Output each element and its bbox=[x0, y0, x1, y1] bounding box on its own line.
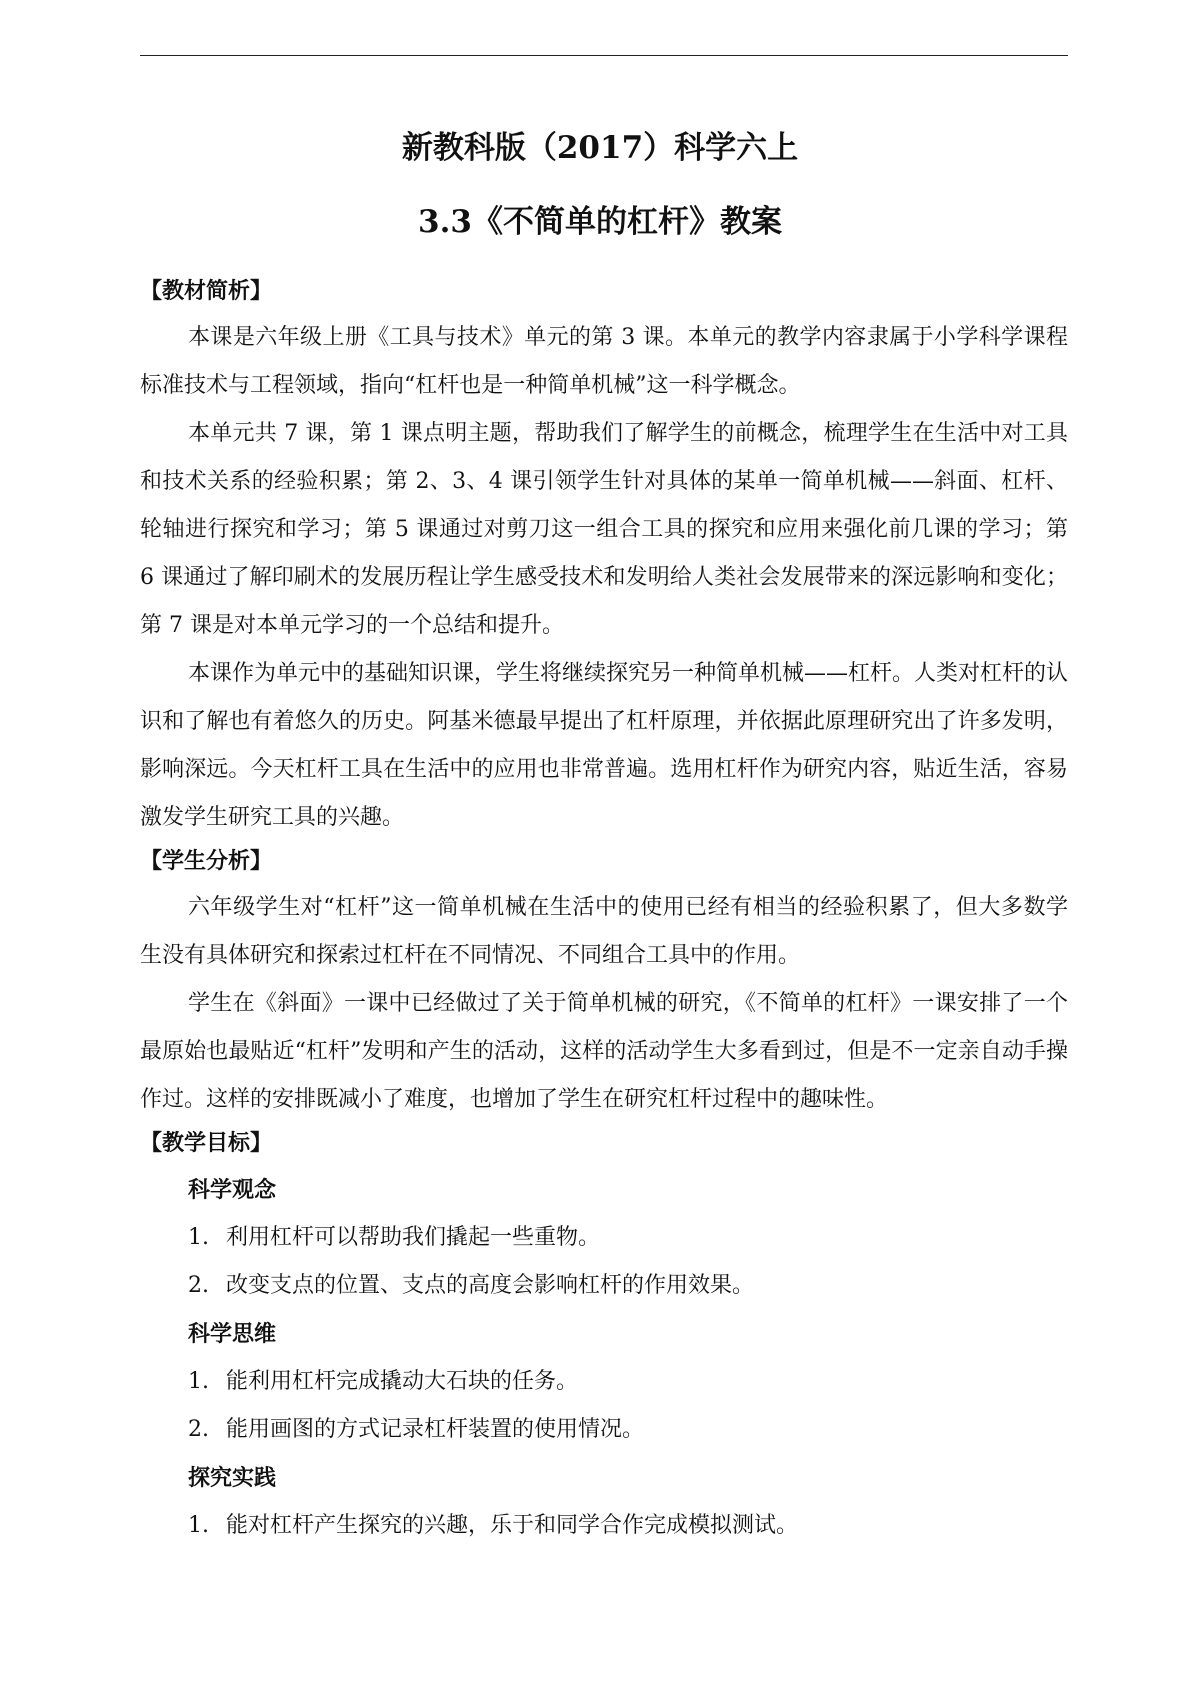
section-heading-analysis: 【教材简析】 bbox=[140, 278, 273, 304]
students-paragraph-2: 学生在《斜面》一课中已经做过了关于简单机械的研究，《不简单的杠杆》一课安排了一个最原始也最贴近“杠杆”发明和产生的活动，这样的活动学生大多看到过，但是不一定亲自动手操作过。这样的安排既减小了难度，也增加了学生在研究杠杆过程中的趣味性。 bbox=[140, 991, 1068, 1112]
goal-item-number: 1. bbox=[188, 1513, 209, 1538]
goal-item bbox=[140, 1262, 1068, 1310]
goal-item-text: 利用杠杆可以帮助我们撬起一些重物。 bbox=[226, 1225, 601, 1250]
section-heading-students: 【学生分析】 bbox=[140, 848, 273, 874]
goal-item bbox=[140, 1502, 1068, 1550]
goal-item-text: 能用画图的方式记录杠杆装置的使用情况。 bbox=[226, 1417, 645, 1442]
analysis-paragraph-2: 本单元共 7 课，第 1 课点明主题，帮助我们了解学生的前概念，梳理学生在生活中对工具和技术关系的经验积累；第 2、3、4 课引领学生针对具体的某单一简单机械——斜面、杠杆、轮轴进行探究和学习；第 5 课通过对剪刀这一组合工具的探究和应用来强化前几课的学习；第 6 课通过了解印刷术的发展历程让学生感受技术和发明给人类社会发展带来的深远影响和变化；第 7 课是对本单元学习的一个总结和提升。 bbox=[140, 421, 1068, 638]
goal-item-number: 1. bbox=[188, 1225, 209, 1250]
goal-item bbox=[140, 1406, 1068, 1454]
goal-subheading-thinking: 科学思维 bbox=[188, 1321, 277, 1347]
goal-item-number: 1. bbox=[188, 1369, 209, 1394]
goal-subheading-practice: 探究实践 bbox=[188, 1465, 277, 1491]
section-heading-goals: 【教学目标】 bbox=[140, 1130, 273, 1156]
document-title: 新教科版（2017）科学六上 bbox=[401, 130, 799, 166]
goal-item bbox=[140, 1214, 1068, 1262]
students-paragraph-1: 六年级学生对“杠杆”这一简单机械在生活中的使用已经有相当的经验积累了，但大多数学生没有具体研究和探索过杠杆在不同情况、不同组合工具中的作用。 bbox=[140, 895, 1068, 968]
goal-item-number: 2. bbox=[188, 1417, 209, 1442]
goal-item-text: 能对杠杆产生探究的兴趣，乐于和同学合作完成模拟测试。 bbox=[226, 1513, 799, 1538]
analysis-paragraph-3: 本课作为单元中的基础知识课，学生将继续探究另一种简单机械——杠杆。人类对杠杆的认识和了解也有着悠久的历史。阿基米德最早提出了杠杆原理，并依据此原理研究出了许多发明，影响深远。今天杠杆工具在生活中的应用也非常普遍。选用杠杆作为研究内容，贴近生活，容易激发学生研究工具的兴趣。 bbox=[140, 661, 1069, 830]
document-body bbox=[140, 272, 1068, 1550]
goal-item-text: 能利用杠杆完成撬动大石块的任务。 bbox=[226, 1369, 579, 1394]
goal-item-text: 改变支点的位置、支点的高度会影响杠杆的作用效果。 bbox=[226, 1273, 755, 1298]
goal-subheading-concept: 科学观念 bbox=[188, 1177, 277, 1203]
goal-item bbox=[140, 1358, 1068, 1406]
analysis-paragraph-1: 本课是六年级上册《工具与技术》单元的第 3 课。本单元的教学内容隶属于小学科学课程标准技术与工程领域，指向“杠杆也是一种简单机械”这一科学概念。 bbox=[140, 325, 1068, 398]
header-rule bbox=[140, 55, 1068, 56]
document-subtitle: 3.3《不简单的杠杆》教案 bbox=[418, 204, 782, 240]
goal-item-number: 2. bbox=[188, 1273, 209, 1298]
